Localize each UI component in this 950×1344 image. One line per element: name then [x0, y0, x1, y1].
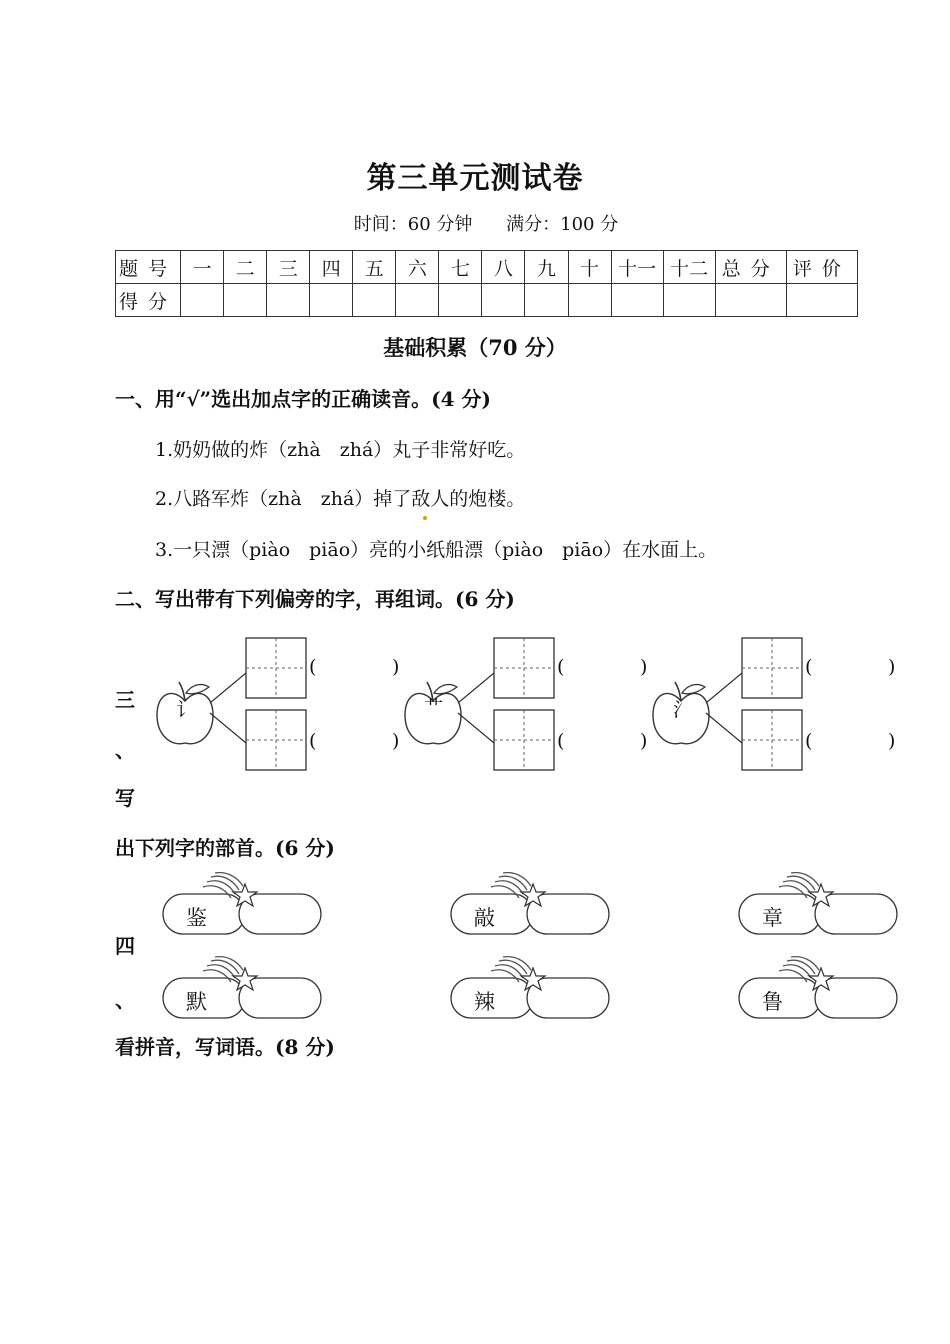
q3-char-6: 鲁 — [762, 990, 783, 1014]
paren-close: ) — [640, 730, 648, 752]
q1-title: 一、用“√”选出加点字的正确读音。(4 分) — [115, 387, 491, 411]
q3-char-2: 敲 — [474, 906, 495, 930]
exam-info — [0, 210, 950, 236]
score-cell[interactable] — [786, 284, 857, 317]
score-cell[interactable] — [224, 284, 267, 317]
paren-open: ( — [557, 656, 565, 678]
exam-time: 时间：60 分钟 — [353, 214, 473, 235]
exam-full-score: 满分：100 分 — [506, 214, 619, 235]
paren-open: ( — [309, 656, 317, 678]
paren-open: ( — [805, 656, 813, 678]
radical-3: 氵 — [673, 699, 693, 721]
col-5: 五 — [353, 251, 396, 284]
q3-char-1: 鉴 — [186, 906, 207, 930]
q3-char-4: 默 — [186, 990, 207, 1014]
q3-label-char: 写 — [115, 786, 135, 810]
score-cell[interactable] — [181, 284, 224, 317]
score-cell[interactable] — [525, 284, 568, 317]
paren-open: ( — [805, 730, 813, 752]
col-4: 四 — [310, 251, 353, 284]
writing-box[interactable] — [494, 710, 554, 770]
writing-box[interactable] — [742, 710, 802, 770]
paren-close: ) — [392, 730, 400, 752]
score-cell[interactable] — [353, 284, 396, 317]
score-table-header-row — [116, 251, 858, 284]
emphasis-dot — [423, 516, 427, 520]
paren-close: ) — [392, 656, 400, 678]
page-title: 第三单元测试卷 — [366, 161, 584, 196]
q2-radical-diagram — [0, 625, 950, 785]
score-table — [115, 250, 858, 317]
col-11: 十一 — [611, 251, 663, 284]
writing-box[interactable] — [494, 638, 554, 698]
total-label: 总分 — [715, 251, 786, 284]
col-1: 一 — [181, 251, 224, 284]
q4-label-char: 四 — [115, 934, 135, 958]
writing-box[interactable] — [742, 638, 802, 698]
score-label: 得分 — [116, 284, 181, 317]
q3-char-3: 章 — [762, 906, 783, 930]
q3-title-rest: 出下列字的部首。(6 分) — [115, 836, 335, 860]
score-cell[interactable] — [715, 284, 786, 317]
header-label: 题号 — [116, 251, 181, 284]
paren-open: ( — [557, 730, 565, 752]
radical-1: 讠 — [176, 699, 196, 721]
score-cell[interactable] — [611, 284, 663, 317]
paren-close: ) — [888, 730, 896, 752]
col-10: 十 — [568, 251, 611, 284]
q3-label-char: 、 — [115, 738, 135, 762]
q1-item-3: 3.一只漂（piào piāo）亮的小纸船漂（piào piāo）在水面上。 — [155, 539, 718, 561]
score-cell[interactable] — [267, 284, 310, 317]
col-3: 三 — [267, 251, 310, 284]
col-8: 八 — [482, 251, 525, 284]
score-cell[interactable] — [663, 284, 715, 317]
score-cell[interactable] — [568, 284, 611, 317]
radical-2: 艹 — [424, 697, 444, 719]
q4-title-rest: 看拼音，写词语。(8 分) — [115, 1035, 335, 1059]
col-12: 十二 — [663, 251, 715, 284]
paren-open: ( — [309, 730, 317, 752]
writing-box[interactable] — [246, 638, 306, 698]
q4-label-char: 、 — [115, 988, 135, 1012]
score-table-score-row — [116, 284, 858, 317]
score-cell[interactable] — [482, 284, 525, 317]
q3-char-5: 辣 — [474, 990, 495, 1014]
paren-close: ) — [888, 656, 896, 678]
score-cell[interactable] — [310, 284, 353, 317]
section-title: 基础积累（70 分） — [383, 335, 567, 360]
col-7: 七 — [439, 251, 482, 284]
score-cell[interactable] — [396, 284, 439, 317]
q2-title: 二、写出带有下列偏旁的字，再组词。(6 分) — [115, 587, 515, 611]
col-9: 九 — [525, 251, 568, 284]
q3-label-char: 三 — [115, 688, 135, 712]
q1-item-1: 1.奶奶做的炸（zhà zhá）丸子非常好吃。 — [155, 439, 526, 461]
score-cell[interactable] — [439, 284, 482, 317]
col-2: 二 — [224, 251, 267, 284]
eval-label: 评价 — [786, 251, 857, 284]
paren-close: ) — [640, 656, 648, 678]
q1-item-2: 2.八路军炸（zhà zhá）掉了敌人的炮楼。 — [155, 488, 526, 510]
writing-box[interactable] — [246, 710, 306, 770]
col-6: 六 — [396, 251, 439, 284]
